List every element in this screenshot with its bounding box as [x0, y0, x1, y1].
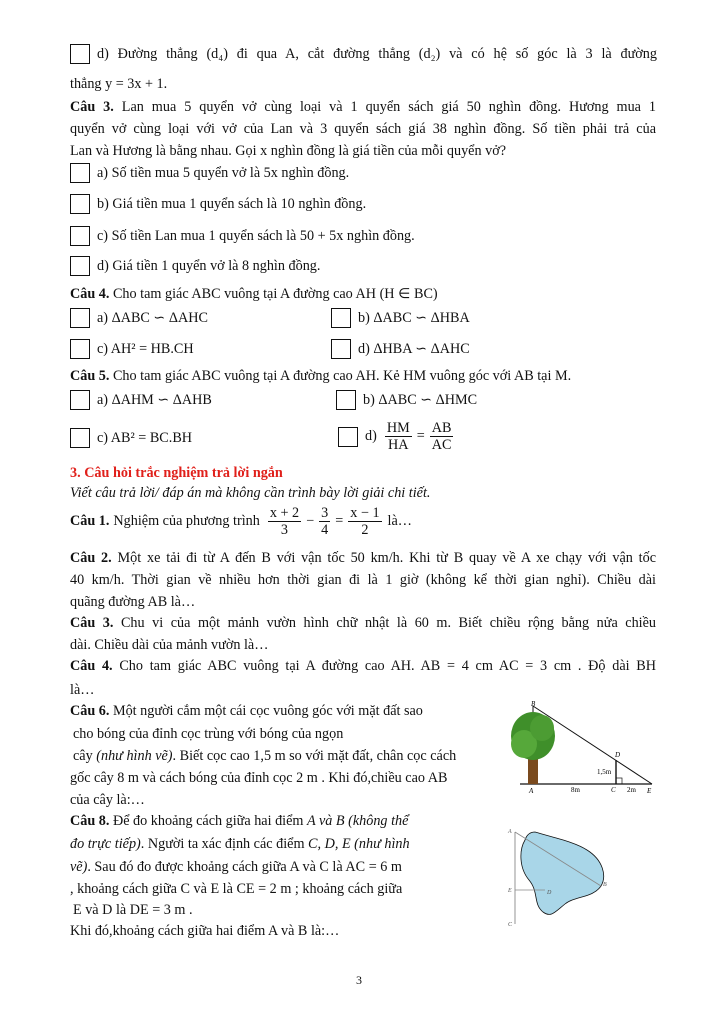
s2-line1 [70, 548, 656, 568]
lake-measure-figure [505, 820, 615, 930]
label-b: B [531, 700, 536, 708]
checkbox-q5-c[interactable] [70, 428, 90, 448]
q2-d-text-cont: thẳng y = 3x + 1. [70, 76, 168, 92]
q3-line2: quyển vở cùng loại với vở của Lan và 3 quyển sách giá 38 nghìn đồng. Số tiền phải trả của [70, 121, 656, 137]
option-q5-a [70, 390, 212, 410]
tree-canopy [530, 715, 554, 741]
label-b: B [603, 882, 607, 888]
s8-text1b: A và B (không thể [307, 813, 409, 829]
checkbox-q5-a[interactable] [70, 390, 90, 410]
q3-line3: Lan và Hương là bằng nhau. Gọi x nghìn đồng là giá tiền của mỗi quyển vở? [70, 143, 507, 159]
s6-line2: cho bóng của đỉnh cọc trùng với bóng của ngọn [73, 726, 344, 742]
option-label: c) AB² = BC.BH [97, 429, 193, 446]
option-label: c) Số tiền Lan mua 1 quyển sách là 50 + 5x nghìn đồng. [97, 227, 415, 244]
numerator: 3 [321, 505, 329, 521]
s1-text: Nghiệm của phương trình [113, 513, 260, 529]
equals-sign: = [335, 513, 344, 529]
checkbox-q4-a[interactable] [70, 308, 90, 328]
option-q4-a [70, 308, 208, 328]
s2-line2: 40 km/h. Thời gian về nhiều hơn thời gian đi là 1 giờ (không kể thời gian nghỉ). Chiều dài [70, 572, 656, 588]
s8-text2a: đo trực tiếp) [70, 836, 141, 852]
fraction-ab-ac [430, 420, 454, 453]
s8-line5: E và D là DE = 3 m . [73, 902, 193, 918]
checkbox-q3-c[interactable] [70, 226, 90, 246]
checkbox-q3-d[interactable] [70, 256, 90, 276]
option-q4-c [70, 339, 194, 359]
option-label: c) AH² = HB.CH [97, 340, 194, 357]
checkbox-q4-b[interactable] [331, 308, 351, 328]
checkbox-q3-b[interactable] [70, 194, 90, 214]
s2-text1: Một xe tải đi từ A đến B với vận tốc 50 km/h. Khi từ B quay về A xe chạy với vận tốc [117, 550, 657, 566]
label-dist-ac: 8m [571, 786, 580, 794]
denominator: AC [431, 437, 452, 453]
s1-suffix: là… [387, 513, 412, 529]
option-label: b) Giá tiền mua 1 quyển sách là 10 nghìn đồng. [97, 195, 367, 212]
s1-label: Câu 1. [70, 513, 110, 529]
checkbox-q5-d[interactable] [338, 427, 358, 447]
s8-text2b: . Người ta xác định các điểm [140, 836, 305, 852]
option-q2-d [70, 44, 657, 64]
fraction-1 [268, 505, 301, 538]
checkbox-q3-a[interactable] [70, 163, 90, 183]
s4-line2: là… [70, 682, 95, 698]
denominator: 3 [280, 522, 289, 538]
s6-line1 [70, 701, 423, 721]
checkbox-q2-d[interactable] [70, 44, 90, 64]
numerator: HM [386, 420, 410, 436]
s2-line3: quãng đường AB là… [70, 594, 196, 610]
minus-sign: − [306, 513, 315, 529]
option-label: d) ΔHBA ∽ ΔAHC [358, 340, 470, 357]
s3-label: Câu 3. [70, 615, 114, 631]
s4-text1: Cho tam giác ABC vuông tại A đường cao AH. AB = 4 cm AC = 3 cm . Độ dài BH [119, 658, 657, 674]
fraction-3 [348, 505, 381, 538]
numerator: x − 1 [350, 505, 380, 521]
s8-line6: Khi đó,khoảng cách giữa hai điểm A và B là:… [70, 923, 340, 939]
s8-text3a: vẽ) [70, 859, 88, 875]
s8-text1a: Để đo khoảng cách giữa hai điểm [112, 813, 304, 829]
fraction-2 [319, 505, 330, 538]
option-q3-b [70, 194, 366, 214]
numerator: AB [431, 420, 452, 436]
s8-label: Câu 8. [70, 813, 110, 829]
checkbox-q5-b[interactable] [336, 390, 356, 410]
label-d: D [547, 890, 552, 896]
numerator: x + 2 [269, 505, 300, 521]
denominator: 2 [361, 522, 369, 538]
label-e: E [647, 787, 652, 795]
s6-line5: của cây là:… [70, 792, 145, 808]
option-q3-c [70, 226, 415, 246]
q4-line [70, 284, 438, 304]
section-title: 3. Câu hỏi trắc nghiệm trả lời ngắn [70, 465, 283, 481]
option-q4-b [331, 308, 470, 328]
s8-line4: , khoảng cách giữa C và E là CE = 2 m ; khoảng cách giữa [70, 881, 403, 897]
s8-text2c: C, D, E (như hình [308, 836, 410, 852]
q2-d-text: d) Đường thẳng (d₄) đi qua A, cắt đường thẳng (d₂) và có hệ số góc là 3 là đường [97, 45, 657, 62]
option-q5-d [338, 420, 455, 453]
q5-text: Cho tam giác ABC vuông tại A đường cao AH. Kẻ HM vuông góc với AB tại M. [112, 368, 572, 384]
s6-label: Câu 6. [70, 703, 110, 719]
q4-text: Cho tam giác ABC vuông tại A đường cao AH (H ∈ BC) [112, 286, 438, 302]
s4-label: Câu 4. [70, 658, 113, 674]
q3-text1: Lan mua 5 quyển vở cùng loại và 1 quyển sách giá 50 nghìn đồng. Hương mua 1 [121, 99, 657, 115]
option-q5-c [70, 428, 192, 448]
s3-line2: dài. Chiều dài của mảnh vườn là… [70, 637, 269, 653]
s6-text1: Một người cắm một cái cọc vuông góc với mặt đất sao [112, 703, 423, 719]
option-q3-d [70, 256, 320, 276]
q4-label: Câu 4. [70, 286, 110, 302]
label-c: C [611, 786, 616, 794]
s1-line [70, 505, 412, 538]
checkbox-q4-c[interactable] [70, 339, 90, 359]
label-d: D [615, 751, 621, 759]
q5-label: Câu 5. [70, 368, 110, 384]
s3-line1 [70, 613, 656, 633]
denominator: 4 [321, 522, 329, 538]
option-label: a) ΔABC ∽ ΔAHC [97, 309, 208, 326]
option-label: b) ΔABC ∽ ΔHMC [363, 391, 478, 408]
option-label: a) Số tiền mua 5 quyển vở là 5x nghìn đồng. [97, 164, 350, 181]
option-q3-a [70, 163, 349, 183]
page-number: 3 [356, 973, 362, 987]
s8-line1 [70, 811, 408, 831]
s6-text3a: cây [73, 748, 93, 764]
lake-shape [521, 832, 604, 914]
label-stake-height: 1,5m [597, 768, 612, 776]
s4-line1 [70, 656, 656, 676]
s6-line3 [73, 746, 456, 766]
label-a: A [508, 829, 512, 835]
q3-label: Câu 3. [70, 99, 114, 115]
s6-text3c: . Biết cọc cao 1,5 m so với mặt đất, chân cọc cách [172, 748, 457, 764]
right-angle-mark [616, 778, 622, 784]
s6-line4: gốc cây 8 m và cách bóng của đỉnh cọc 2 m . Khi đó,chiều cao AB [70, 770, 448, 786]
s8-line2 [70, 834, 410, 854]
label-dist-ce: 2m [627, 786, 636, 794]
label-e: E [508, 888, 512, 894]
option-q4-d [331, 339, 470, 359]
s6-text3b: (như hình vẽ) [96, 748, 173, 764]
option-label: a) ΔAHM ∽ ΔAHB [97, 391, 212, 408]
checkbox-q4-d[interactable] [331, 339, 351, 359]
section-subtitle: Viết câu trả lời/ đáp án mà không cần trình bày lời giải chi tiết. [70, 485, 431, 501]
label-c: C [508, 922, 513, 928]
fraction-hm-ha [385, 420, 412, 453]
equals-sign: = [416, 428, 425, 444]
label-a: A [529, 787, 534, 795]
q3-line1 [70, 97, 656, 117]
q5-line [70, 366, 571, 386]
tree-shadow-figure [500, 698, 660, 798]
s3-text1: Chu vi của một mảnh vườn hình chữ nhật là 60 m. Biết chiều rộng bằng nửa chiều [120, 615, 657, 631]
option-q5-b [336, 390, 477, 410]
denominator: HA [388, 437, 409, 453]
option-label: b) ΔABC ∽ ΔHBA [358, 309, 470, 326]
option-label: d) Giá tiền 1 quyển vở là 8 nghìn đồng. [97, 257, 321, 274]
option-label: d) [365, 428, 377, 444]
s8-line3 [70, 857, 402, 877]
s2-label: Câu 2. [70, 550, 112, 566]
s8-text3b: . Sau đó đo được khoảng cách giữa A và C là AC = 6 m [87, 859, 402, 875]
